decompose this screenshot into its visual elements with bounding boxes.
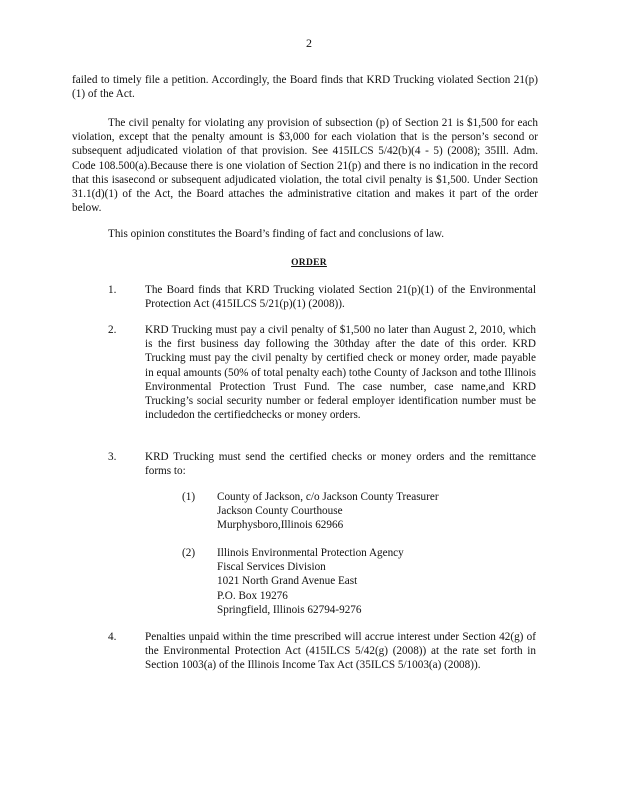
address-line: Springfield, Illinois 62794-9276 bbox=[217, 603, 362, 616]
order-item-text: Penalties unpaid within the time prescribed will accrue interest under Section 42(g) of the Environmental Protection Act (415ILCS 5/42(g) (2008)) at the rate set forth in Section 1003(a) of the Illinois Income Tax Act (35ILCS 5/1003(a) (2008)). bbox=[145, 631, 536, 672]
order-item-text: KRD Trucking must send the certified checks or money orders and the remittance forms to: bbox=[145, 451, 536, 478]
order-item-number: 4. bbox=[108, 631, 117, 643]
order-item-3 bbox=[108, 450, 536, 478]
order-item-1 bbox=[108, 283, 536, 311]
order-item-number: 3. bbox=[108, 451, 117, 463]
address-line: 1021 North Grand Avenue East bbox=[217, 575, 358, 588]
order-item-4 bbox=[108, 630, 536, 673]
address-line: Murphysboro,Illinois 62966 bbox=[217, 519, 344, 532]
address-line: County of Jackson, c/o Jackson County Treasurer bbox=[217, 491, 439, 503]
address-line: Jackson County Courthouse bbox=[217, 505, 343, 518]
order-heading: ORDER bbox=[291, 258, 327, 268]
order-item-number: 1. bbox=[108, 284, 117, 296]
address-number: (2) bbox=[182, 547, 196, 559]
paragraph-petition: failed to timely file a petition. Accordingly, the Board finds that KRD Trucking violated Section 21(p)(1) of the Act. bbox=[72, 74, 538, 101]
order-item-2 bbox=[108, 323, 536, 422]
order-item-text: KRD Trucking must pay a civil penalty of $1,500 no later than August 2, 2010, which is the first business day following the 30thday after the date of this order. KRD Trucking must pay the civil penalty by certified check or money order, made payable in equal amounts (50% of total penalty each) tothe County of Jackson and tothe Illinois Environmental Protection Trust Fund. The case number, case name,and KRD Trucking’s social security number or federal employer identification number must be includedon the certifiedchecks or money orders. bbox=[145, 324, 536, 422]
address-epa bbox=[182, 546, 522, 617]
paragraph-civil-penalty: The civil penalty for violating any provision of subsection (p) of Section 21 is $1,500 for each violation, except that the penalty amount is $3,000 for each violation that is the person’s second or subsequent adjudicated violation of that provision. See 415ILCS 5/42(b)(4 - 5) (2008); 35Ill. Adm. Code 108.500(a).Because there is one violation of Section 21(p) and there is no indication in the record that this isasecond or subsequent adjudicated violation, the total civil penalty is $1,500. Under Section 31.1(d)(1) of the Act, the Board attaches the administrative citation and makes it part of the order below. bbox=[72, 117, 538, 215]
paragraph-findings: This opinion constitutes the Board’s finding of fact and conclusions of law. bbox=[108, 228, 445, 240]
address-number: (1) bbox=[182, 491, 196, 503]
address-line: P.O. Box 19276 bbox=[217, 589, 288, 602]
order-item-number: 2. bbox=[108, 324, 117, 336]
order-item-text: The Board finds that KRD Trucking violated Section 21(p)(1) of the Environmental Protection Act (415ILCS 5/21(p)(1) (2008)). bbox=[145, 284, 536, 311]
page-number: 2 bbox=[306, 36, 312, 50]
address-line: Illinois Environmental Protection Agency bbox=[217, 547, 404, 559]
address-jackson-county bbox=[182, 490, 522, 533]
address-line: Fiscal Services Division bbox=[217, 561, 326, 574]
